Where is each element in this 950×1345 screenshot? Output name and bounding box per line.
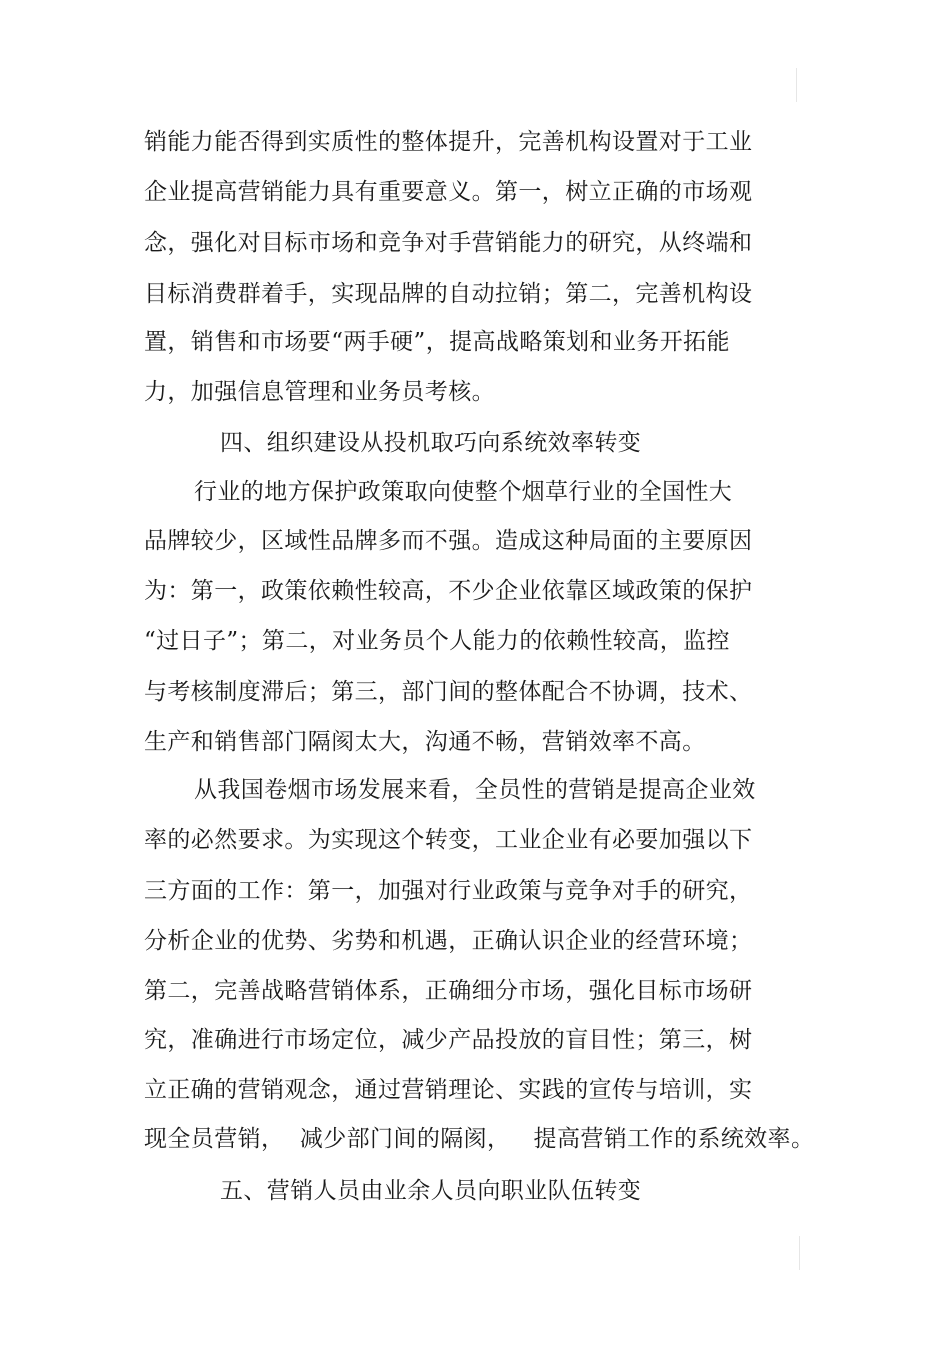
text-line: 三方面的工作：第一，加强对行业政策与竞争对手的研究， (144, 878, 753, 904)
text-line: 置，销售和市场要“两手硬”，提高战略策划和业务开拓能 (144, 329, 730, 355)
text-line: “过日子”；第二，对业务员个人能力的依赖性较高，监控 (144, 628, 730, 654)
section-heading-4: 四、组织建设从投机取巧向系统效率转变 (220, 430, 642, 456)
text-line: 品牌较少，区域性品牌多而不强。造成这种局面的主要原因 (144, 528, 753, 554)
text-line: 与考核制度滞后；第三，部门间的整体配合不协调，技术、 (144, 679, 753, 705)
text-line: 念，强化对目标市场和竞争对手营销能力的研究，从终端和 (144, 230, 753, 256)
text-line: 目标消费群着手，实现品牌的自动拉销；第二，完善机构设 (144, 281, 753, 307)
text-line: 为：第一，政策依赖性较高，不少企业依靠区域政策的保护 (144, 578, 753, 604)
page-edge-mark-bottom (799, 1236, 800, 1270)
page-edge-mark-top (796, 68, 797, 102)
text-line: 销能力能否得到实质性的整体提升，完善机构设置对于工业 (144, 129, 753, 155)
text-line: 现全员营销， 减少部门间的隔阂， 提高营销工作的系统效率。 (144, 1126, 815, 1152)
paragraph-first-line: 行业的地方保护政策取向使整个烟草行业的全国性大 (194, 479, 733, 505)
text-line: 立正确的营销观念，通过营销理论、实践的宣传与培训，实 (144, 1077, 753, 1103)
text-line: 率的必然要求。为实现这个转变，工业企业有必要加强以下 (144, 827, 753, 853)
text-line: 生产和销售部门隔阂太大，沟通不畅，营销效率不高。 (144, 729, 706, 755)
paragraph-first-line: 从我国卷烟市场发展来看，全员性的营销是提高企业效 (194, 777, 756, 803)
text-line: 第二，完善战略营销体系，正确细分市场，强化目标市场研 (144, 978, 753, 1004)
text-line: 究，准确进行市场定位，减少产品投放的盲目性；第三，树 (144, 1027, 753, 1053)
section-heading-5: 五、营销人员由业余人员向职业队伍转变 (220, 1178, 642, 1204)
text-line: 分析企业的优势、劣势和机遇，正确认识企业的经营环境； (144, 928, 753, 954)
text-line: 力，加强信息管理和业务员考核。 (144, 379, 495, 405)
text-line: 企业提高营销能力具有重要意义。第一，树立正确的市场观 (144, 179, 753, 205)
